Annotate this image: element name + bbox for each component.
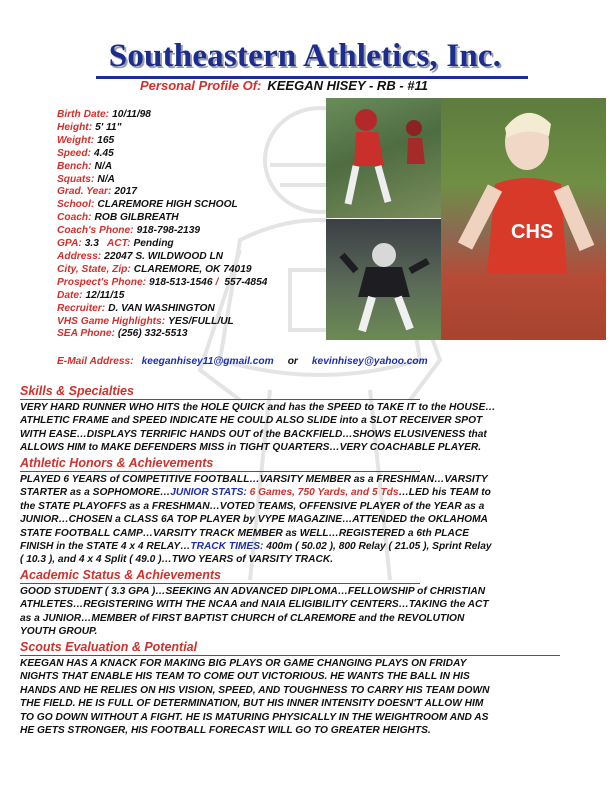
info-label: Address:: [57, 250, 102, 262]
info-label: Grad. Year:: [57, 186, 112, 198]
section-title-scouts: Scouts Evaluation & Potential: [20, 640, 198, 654]
text-run: 400m ( 50.02 ), 800 Relay ( 21.05 ), Sprint Relay: [263, 541, 492, 553]
info-value: 918-513-1546: [149, 276, 213, 288]
text-line: JUNIOR…CHOSEN a CLASS 6A TOP PLAYER by VYPE MAGAZINE…ATTENDED the OKLAHOMA: [20, 514, 488, 526]
section-body-academic: [20, 585, 600, 639]
info-squats: [57, 174, 357, 187]
section-rule: [20, 471, 420, 472]
info-label: SEA Phone:: [57, 328, 115, 340]
email-or: or: [287, 356, 298, 367]
info-grad-year: [57, 186, 357, 199]
info-label: Recruiter:: [57, 302, 106, 314]
info-prospect-phone: [57, 277, 357, 290]
info-vhs: [57, 316, 357, 329]
section-title-academic: Academic Status & Achievements: [20, 568, 222, 582]
section-title-skills: Skills & Specialties: [20, 384, 134, 398]
text-line: [20, 540, 600, 553]
text-line: WITH EASE…DISPLAYS TERRIFIC HANDS OUT of the BACKFIELD…SHOWS ELUSIVENESS that: [20, 428, 487, 440]
text-line: NIGHTS THAT ENABLE HIS TEAM TO COME OUT VICTORIOUS. HE WANTS THE BALL IN HIS: [20, 671, 470, 683]
junior-stats-value: 6 Games, 750 Yards, and 5 Tds: [249, 487, 399, 499]
info-coach-phone: [57, 225, 357, 238]
info-value: 12/11/15: [85, 289, 125, 301]
info-label: School:: [57, 199, 95, 211]
profile-heading: [140, 78, 428, 93]
info-label: Squats:: [57, 173, 95, 185]
football-tackle-figure: [326, 219, 441, 340]
info-label: ACT:: [106, 238, 131, 250]
text-line: ATHLETES…REGISTERING WITH THE NCAA and NAIA ELIGIBILITY CENTERS…TAKING the ACT: [20, 599, 489, 611]
info-value: N/A: [94, 160, 113, 172]
text-line: ( 10.3 ), and 4 x 4 Split ( 49.0 )…TWO YEARS of VARSITY TRACK.: [20, 554, 334, 566]
info-value: ROB GILBREATH: [94, 212, 179, 224]
text-line: ATHLETIC FRAME and SPEED INDICATE HE COULD ALSO SLIDE into a SLOT RECEIVER SPOT: [20, 415, 483, 427]
section-rule: [20, 399, 420, 400]
text-line: as a JUNIOR…MEMBER of FIRST BAPTIST CHURCH of CLAREMORE and the REVOLUTION: [20, 612, 465, 624]
jersey-text: CHS: [511, 221, 554, 243]
company-name: Southeastern Athletics, Inc.: [108, 38, 502, 74]
text-line: the STATE PLAYOFFS as a FRESHMAN…VOTED TEAMS, OFFENSIVE PLAYER of the YEAR as a: [20, 500, 485, 512]
info-city: [57, 264, 357, 277]
photo-football-tackle: [326, 219, 441, 340]
football-player-figure: [326, 98, 441, 218]
text-line: HANDS AND HE RELIES ON HIS VISION, SPEED, AND TOUGHNESS TO CARRY HIS TEAM DOWN: [20, 684, 490, 696]
email-label: E-Mail Address:: [57, 356, 134, 367]
info-value: 557-4854: [224, 276, 268, 288]
text-line: PLAYED 6 YEARS of COMPETITIVE FOOTBALL…VARSITY MEMBER as a FRESHMAN…VARSITY: [20, 474, 488, 485]
info-label: Bench:: [57, 160, 92, 172]
info-label: Coach:: [57, 212, 92, 224]
info-value: N/A: [97, 173, 115, 185]
text-line: TO GO DOWN WITHOUT A FIGHT. HE IS MATURING PHYSICALLY IN THE WEIGHTROOM AND AS: [20, 711, 489, 723]
text-line: THE FIELD. HE IS FULL OF DETERMINATION, BUT HIS INNER INTENSITY DOESN'T ALLOW HIM: [20, 698, 484, 710]
info-coach: [57, 212, 357, 225]
email-row: [57, 356, 428, 367]
info-label: Birth Date:: [57, 109, 110, 120]
section-body-honors: [20, 473, 600, 567]
text-run: FINISH in the STATE 4 x 4 RELAY…: [20, 541, 191, 553]
info-value: D. VAN WASHINGTON: [108, 302, 215, 314]
info-birth-date: [57, 109, 357, 122]
info-date: [57, 290, 357, 303]
info-value: 5' 11": [95, 121, 122, 133]
info-recruiter: [57, 303, 357, 316]
info-label: Height:: [57, 121, 93, 133]
text-line: VERY HARD RUNNER WHO HITS the HOLE QUICK and has the SPEED to TAKE IT to the HOUSE…: [20, 402, 496, 413]
info-label: Speed:: [57, 147, 91, 159]
text-line: GOOD STUDENT ( 3.3 GPA )…SEEKING AN ADVANCED DIPLOMA…FELLOWSHIP of CHRISTIAN: [20, 586, 486, 597]
section-body-skills: [20, 401, 600, 455]
info-value: 10/11/98: [112, 109, 151, 120]
info-value: 4.45: [93, 147, 114, 159]
text-line: STATE FOOTBALL CAMP…VARSITY TRACK MEMBER as WELL…REGISTERED a 6th PLACE: [20, 527, 470, 539]
info-label: VHS Game Highlights:: [57, 315, 166, 327]
info-school: [57, 199, 357, 212]
info-address: [57, 251, 357, 264]
info-value: 22047 S. WILDWOOD LN: [104, 250, 224, 262]
photo-football-run: [326, 98, 441, 218]
section-title-honors: Athletic Honors & Achievements: [20, 456, 214, 470]
info-value: 165: [97, 134, 115, 146]
section-rule: [20, 583, 420, 584]
info-label: GPA:: [57, 238, 82, 250]
photo-track-sprint: [441, 98, 606, 340]
info-height: [57, 122, 357, 135]
text-line: YOUTH GROUP.: [20, 626, 98, 638]
info-value: CLAREMORE, OK 74019: [133, 263, 252, 275]
track-runner-figure: [441, 98, 606, 340]
track-times-label: TRACK TIMES:: [190, 541, 264, 553]
profile-label: Personal Profile Of:: [140, 78, 262, 93]
info-value: YES/FULL/UL: [168, 315, 234, 327]
info-value: (256) 332-5513: [117, 328, 188, 340]
text-run: …LED his TEAM to: [398, 487, 491, 499]
phone-separator: /: [215, 276, 219, 288]
info-bench: [57, 161, 357, 174]
info-sea-phone: [57, 328, 357, 341]
info-value: CLAREMORE HIGH SCHOOL: [97, 199, 238, 211]
athlete-name: KEEGAN HISEY - RB - #11: [267, 78, 428, 93]
personal-info: [57, 109, 357, 341]
info-label: Prospect's Phone:: [57, 276, 147, 288]
info-value: Pending: [133, 238, 174, 250]
info-label: Weight:: [57, 134, 95, 146]
junior-stats-label: JUNIOR STATS:: [170, 487, 247, 499]
info-value: 2017: [114, 186, 138, 198]
section-body-scouts: [20, 657, 600, 737]
info-value: 918-798-2139: [136, 225, 201, 237]
text-run: STARTER as a SOPHOMORE…: [20, 487, 171, 499]
info-speed: [57, 148, 357, 161]
email-link-primary[interactable]: keeganhisey11@gmail.com: [141, 356, 274, 367]
info-gpa-act: [57, 238, 357, 251]
text-line: [20, 486, 600, 499]
info-label: City, State, Zip:: [57, 263, 131, 275]
text-line: ALLOWS HIM to MAKE DEFENDERS MISS in TIGHT QUARTERS…VERY COACHABLE PLAYER.: [20, 442, 482, 454]
section-rule: [20, 655, 560, 656]
text-line: HE GETS STRONGER, HIS FOOTBALL FORECAST WILL GO TO GREATER HEIGHTS.: [20, 725, 431, 737]
email-link-secondary[interactable]: kevinhisey@yahoo.com: [311, 356, 428, 367]
info-weight: [57, 135, 357, 148]
info-label: Coach's Phone:: [57, 225, 134, 237]
info-label: Date:: [57, 289, 83, 301]
text-line: KEEGAN HAS A KNACK FOR MAKING BIG PLAYS OR GAME CHANGING PLAYS ON FRIDAY: [20, 658, 467, 669]
info-value: 3.3: [84, 238, 99, 250]
